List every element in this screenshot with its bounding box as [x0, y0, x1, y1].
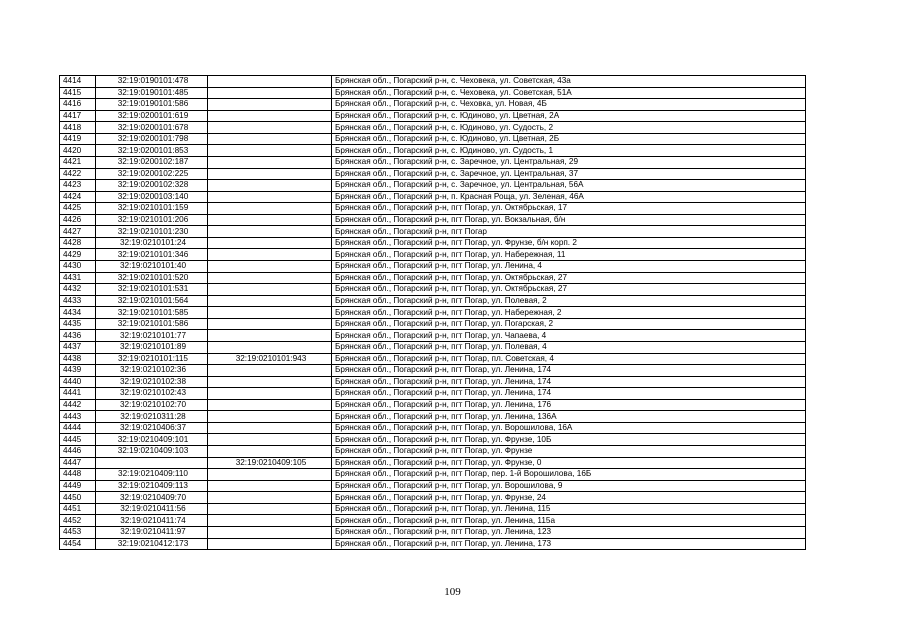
- row-number-cell: 4418: [60, 122, 96, 134]
- address-cell: Брянская обл., Погарский р-н, с. Заречное, ул. Центральная, 29: [332, 156, 806, 168]
- address-cell: Брянская обл., Погарский р-н, с. Чеховека, ул. Советская, 43а: [332, 76, 806, 88]
- row-number-cell: 4434: [60, 307, 96, 319]
- related-cadastral-number-cell: [208, 307, 332, 319]
- page-number: 109: [444, 586, 461, 598]
- cadastral-number-cell: 32:19:0210101:586: [96, 318, 208, 330]
- cadastral-number-cell: 32:19:0210102:38: [96, 376, 208, 388]
- related-cadastral-number-cell: [208, 422, 332, 434]
- cadastral-number-cell: 32:19:0210101:230: [96, 226, 208, 238]
- table-row: [60, 353, 806, 365]
- related-cadastral-number-cell: [208, 237, 332, 249]
- row-number-cell: 4443: [60, 411, 96, 423]
- related-cadastral-number-cell: [208, 480, 332, 492]
- table-row: [60, 446, 806, 458]
- table-row: [60, 203, 806, 215]
- cadastral-number-cell: [96, 457, 208, 469]
- address-cell: Брянская обл., Погарский р-н, п. Красная Роща, ул. Зеленая, 46А: [332, 191, 806, 203]
- table-row: [60, 399, 806, 411]
- row-number-cell: 4448: [60, 469, 96, 481]
- row-number-cell: 4414: [60, 76, 96, 88]
- cadastral-number-cell: 32:19:0200101:853: [96, 145, 208, 157]
- cadastral-number-cell: 32:19:0210101:77: [96, 330, 208, 342]
- related-cadastral-number-cell: [208, 249, 332, 261]
- row-number-cell: 4441: [60, 388, 96, 400]
- related-cadastral-number-cell: [208, 168, 332, 180]
- row-number-cell: 4450: [60, 492, 96, 504]
- related-cadastral-number-cell: [208, 515, 332, 527]
- cadastral-number-cell: 32:19:0210102:36: [96, 365, 208, 377]
- address-cell: Брянская обл., Погарский р-н, пгт Погар, ул. Ленина, 176: [332, 399, 806, 411]
- cadastral-number-cell: 32:19:0210409:103: [96, 446, 208, 458]
- row-number-cell: 4430: [60, 261, 96, 273]
- cadastral-number-cell: 32:19:0210409:113: [96, 480, 208, 492]
- table-row: [60, 307, 806, 319]
- table-row: [60, 330, 806, 342]
- row-number-cell: 4445: [60, 434, 96, 446]
- table-row: [60, 526, 806, 538]
- related-cadastral-number-cell: [208, 133, 332, 145]
- row-number-cell: 4446: [60, 446, 96, 458]
- cadastral-number-cell: 32:19:0210406:37: [96, 422, 208, 434]
- cadastral-number-cell: 32:19:0210102:43: [96, 388, 208, 400]
- related-cadastral-number-cell: [208, 341, 332, 353]
- row-number-cell: 4454: [60, 538, 96, 550]
- table-row: [60, 365, 806, 377]
- cadastral-number-cell: 32:19:0200101:798: [96, 133, 208, 145]
- row-number-cell: 4453: [60, 526, 96, 538]
- cadastral-number-cell: 32:19:0210101:564: [96, 295, 208, 307]
- address-cell: Брянская обл., Погарский р-н, пгт Погар, ул. Октябрьская, 27: [332, 284, 806, 296]
- address-cell: Брянская обл., Погарский р-н, пгт Погар, ул. Фрунзе, 0: [332, 457, 806, 469]
- table-row: [60, 538, 806, 550]
- row-number-cell: 4416: [60, 99, 96, 111]
- related-cadastral-number-cell: 32:19:0210101:943: [208, 353, 332, 365]
- cadastral-number-cell: 32:19:0210409:70: [96, 492, 208, 504]
- address-cell: Брянская обл., Погарский р-н, пгт Погар, ул. Ленина, 115а: [332, 515, 806, 527]
- table-row: [60, 122, 806, 134]
- related-cadastral-number-cell: 32:19:0210409:105: [208, 457, 332, 469]
- related-cadastral-number-cell: [208, 318, 332, 330]
- table-row: [60, 168, 806, 180]
- address-cell: Брянская обл., Погарский р-н, пгт Погар, ул. Фрунзе, 24: [332, 492, 806, 504]
- related-cadastral-number-cell: [208, 272, 332, 284]
- table-row: [60, 145, 806, 157]
- row-number-cell: 4447: [60, 457, 96, 469]
- cadastral-number-cell: 32:19:0210409:110: [96, 469, 208, 481]
- address-cell: Брянская обл., Погарский р-н, пгт Погар, ул. Фрунзе: [332, 446, 806, 458]
- address-cell: Брянская обл., Погарский р-н, пгт Погар, ул. Ленина, 174: [332, 365, 806, 377]
- table-row: [60, 469, 806, 481]
- related-cadastral-number-cell: [208, 191, 332, 203]
- address-cell: Брянская обл., Погарский р-н, пгт Погар, ул. Фрунзе, 10Б: [332, 434, 806, 446]
- related-cadastral-number-cell: [208, 503, 332, 515]
- related-cadastral-number-cell: [208, 399, 332, 411]
- table-row: [60, 76, 806, 88]
- address-cell: Брянская обл., Погарский р-н, пгт Погар, ул. Ленина, 136А: [332, 411, 806, 423]
- address-cell: Брянская обл., Погарский р-н, пгт Погар, ул. Вокзальная, б/н: [332, 214, 806, 226]
- table-row: [60, 457, 806, 469]
- table-row: [60, 503, 806, 515]
- row-number-cell: 4427: [60, 226, 96, 238]
- row-number-cell: 4435: [60, 318, 96, 330]
- cadastral-number-cell: 32:19:0200101:678: [96, 122, 208, 134]
- address-cell: Брянская обл., Погарский р-н, пгт Погар, ул. Фрунзе, б/н корп. 2: [332, 237, 806, 249]
- table-row: [60, 156, 806, 168]
- address-cell: Брянская обл., Погарский р-н, пгт Погар, ул. Набережная, 11: [332, 249, 806, 261]
- row-number-cell: 4425: [60, 203, 96, 215]
- related-cadastral-number-cell: [208, 330, 332, 342]
- row-number-cell: 4419: [60, 133, 96, 145]
- related-cadastral-number-cell: [208, 261, 332, 273]
- cadastral-number-cell: 32:19:0210311:28: [96, 411, 208, 423]
- address-cell: Брянская обл., Погарский р-н, пгт Погар, ул. Ворошилова, 9: [332, 480, 806, 492]
- related-cadastral-number-cell: [208, 469, 332, 481]
- related-cadastral-number-cell: [208, 203, 332, 215]
- cadastral-number-cell: 32:19:0210101:346: [96, 249, 208, 261]
- cadastral-number-cell: 32:19:0200102:225: [96, 168, 208, 180]
- address-cell: Брянская обл., Погарский р-н, с. Заречное, ул. Центральная, 56А: [332, 180, 806, 192]
- table-row: [60, 133, 806, 145]
- related-cadastral-number-cell: [208, 295, 332, 307]
- address-cell: Брянская обл., Погарский р-н, пгт Погар, ул. Ленина, 4: [332, 261, 806, 273]
- table-row: [60, 110, 806, 122]
- address-cell: Брянская обл., Погарский р-н, с. Юдиново, ул. Цветная, 2Б: [332, 133, 806, 145]
- address-cell: Брянская обл., Погарский р-н, пгт Погар, ул. Набережная, 2: [332, 307, 806, 319]
- related-cadastral-number-cell: [208, 492, 332, 504]
- related-cadastral-number-cell: [208, 226, 332, 238]
- related-cadastral-number-cell: [208, 446, 332, 458]
- address-cell: Брянская обл., Погарский р-н, пгт Погар, ул. Ленина, 174: [332, 388, 806, 400]
- address-cell: Брянская обл., Погарский р-н, пгт Погар, ул. Полевая, 2: [332, 295, 806, 307]
- registry-table-body: [60, 76, 806, 550]
- table-row: [60, 87, 806, 99]
- cadastral-number-cell: 32:19:0210101:585: [96, 307, 208, 319]
- table-row: [60, 492, 806, 504]
- related-cadastral-number-cell: [208, 180, 332, 192]
- row-number-cell: 4431: [60, 272, 96, 284]
- related-cadastral-number-cell: [208, 434, 332, 446]
- address-cell: Брянская обл., Погарский р-н, пгт Погар, ул. Погарская, 2: [332, 318, 806, 330]
- cadastral-number-cell: 32:19:0200102:187: [96, 156, 208, 168]
- row-number-cell: 4424: [60, 191, 96, 203]
- related-cadastral-number-cell: [208, 76, 332, 88]
- row-number-cell: 4420: [60, 145, 96, 157]
- table-row: [60, 226, 806, 238]
- related-cadastral-number-cell: [208, 526, 332, 538]
- related-cadastral-number-cell: [208, 145, 332, 157]
- related-cadastral-number-cell: [208, 411, 332, 423]
- address-cell: Брянская обл., Погарский р-н, пгт Погар, ул. Чапаева, 4: [332, 330, 806, 342]
- address-cell: Брянская обл., Погарский р-н, с. Юдиново, ул. Судость, 1: [332, 145, 806, 157]
- table-row: [60, 237, 806, 249]
- address-cell: Брянская обл., Погарский р-н, пгт Погар, ул. Октябрьская, 17: [332, 203, 806, 215]
- table-row: [60, 341, 806, 353]
- cadastral-number-cell: 32:19:0200101:619: [96, 110, 208, 122]
- address-cell: Брянская обл., Погарский р-н, пгт Погар, ул. Октябрьская, 27: [332, 272, 806, 284]
- related-cadastral-number-cell: [208, 388, 332, 400]
- row-number-cell: 4432: [60, 284, 96, 296]
- cadastral-number-cell: 32:19:0210101:531: [96, 284, 208, 296]
- address-cell: Брянская обл., Погарский р-н, с. Заречное, ул. Центральная, 37: [332, 168, 806, 180]
- row-number-cell: 4426: [60, 214, 96, 226]
- address-cell: Брянская обл., Погарский р-н, пгт Погар, ул. Ленина, 115: [332, 503, 806, 515]
- row-number-cell: 4428: [60, 237, 96, 249]
- table-row: [60, 191, 806, 203]
- cadastral-number-cell: 32:19:0210101:159: [96, 203, 208, 215]
- table-row: [60, 99, 806, 111]
- cadastral-number-cell: 32:19:0210101:89: [96, 341, 208, 353]
- cadastral-number-cell: 32:19:0190101:485: [96, 87, 208, 99]
- address-cell: Брянская обл., Погарский р-н, пгт Погар: [332, 226, 806, 238]
- table-row: [60, 388, 806, 400]
- table-row: [60, 411, 806, 423]
- row-number-cell: 4451: [60, 503, 96, 515]
- cadastral-number-cell: 32:19:0200102:328: [96, 180, 208, 192]
- row-number-cell: 4440: [60, 376, 96, 388]
- row-number-cell: 4423: [60, 180, 96, 192]
- row-number-cell: 4415: [60, 87, 96, 99]
- row-number-cell: 4433: [60, 295, 96, 307]
- cadastral-number-cell: 32:19:0210409:101: [96, 434, 208, 446]
- row-number-cell: 4429: [60, 249, 96, 261]
- address-cell: Брянская обл., Погарский р-н, пгт Погар, ул. Ленина, 174: [332, 376, 806, 388]
- cadastral-number-cell: 32:19:0200103:140: [96, 191, 208, 203]
- row-number-cell: 4437: [60, 341, 96, 353]
- row-number-cell: 4449: [60, 480, 96, 492]
- cadastral-number-cell: 32:19:0210101:115: [96, 353, 208, 365]
- related-cadastral-number-cell: [208, 376, 332, 388]
- table-row: [60, 515, 806, 527]
- related-cadastral-number-cell: [208, 538, 332, 550]
- related-cadastral-number-cell: [208, 365, 332, 377]
- row-number-cell: 4422: [60, 168, 96, 180]
- cadastral-number-cell: 32:19:0210101:40: [96, 261, 208, 273]
- address-cell: Брянская обл., Погарский р-н, пгт Погар, ул. Ворошилова, 16А: [332, 422, 806, 434]
- related-cadastral-number-cell: [208, 110, 332, 122]
- address-cell: Брянская обл., Погарский р-н, пгт Погар, пл. Советская, 4: [332, 353, 806, 365]
- table-row: [60, 261, 806, 273]
- address-cell: Брянская обл., Погарский р-н, пгт Погар, ул. Полевая, 4: [332, 341, 806, 353]
- address-cell: Брянская обл., Погарский р-н, с. Чеховека, ул. Советская, 51А: [332, 87, 806, 99]
- address-cell: Брянская обл., Погарский р-н, пгт Погар, ул. Ленина, 123: [332, 526, 806, 538]
- table-row: [60, 284, 806, 296]
- cadastral-number-cell: 32:19:0210411:74: [96, 515, 208, 527]
- table-row: [60, 180, 806, 192]
- cadastral-number-cell: 32:19:0190101:586: [96, 99, 208, 111]
- row-number-cell: 4452: [60, 515, 96, 527]
- related-cadastral-number-cell: [208, 214, 332, 226]
- row-number-cell: 4439: [60, 365, 96, 377]
- address-cell: Брянская обл., Погарский р-н, с. Юдиново, ул. Цветная, 2А: [332, 110, 806, 122]
- cadastral-number-cell: 32:19:0210101:24: [96, 237, 208, 249]
- table-row: [60, 480, 806, 492]
- cadastral-number-cell: 32:19:0190101:478: [96, 76, 208, 88]
- cadastral-number-cell: 32:19:0210412:173: [96, 538, 208, 550]
- cadastral-number-cell: 32:19:0210101:520: [96, 272, 208, 284]
- related-cadastral-number-cell: [208, 87, 332, 99]
- address-cell: Брянская обл., Погарский р-н, с. Чеховка, ул. Новая, 4Б: [332, 99, 806, 111]
- table-row: [60, 434, 806, 446]
- row-number-cell: 4442: [60, 399, 96, 411]
- cadastral-number-cell: 32:19:0210102:70: [96, 399, 208, 411]
- table-row: [60, 376, 806, 388]
- table-row: [60, 249, 806, 261]
- cadastral-number-cell: 32:19:0210411:97: [96, 526, 208, 538]
- row-number-cell: 4421: [60, 156, 96, 168]
- table-row: [60, 214, 806, 226]
- related-cadastral-number-cell: [208, 156, 332, 168]
- row-number-cell: 4436: [60, 330, 96, 342]
- address-cell: Брянская обл., Погарский р-н, с. Юдиново, ул. Судость, 2: [332, 122, 806, 134]
- address-cell: Брянская обл., Погарский р-н, пгт Погар, ул. Ленина, 173: [332, 538, 806, 550]
- related-cadastral-number-cell: [208, 99, 332, 111]
- table-row: [60, 318, 806, 330]
- related-cadastral-number-cell: [208, 122, 332, 134]
- table-row: [60, 295, 806, 307]
- table-row: [60, 422, 806, 434]
- property-registry-table: [59, 75, 806, 550]
- address-cell: Брянская обл., Погарский р-н, пгт Погар, пер. 1-й Ворошилова, 16Б: [332, 469, 806, 481]
- related-cadastral-number-cell: [208, 284, 332, 296]
- row-number-cell: 4417: [60, 110, 96, 122]
- cadastral-number-cell: 32:19:0210411:56: [96, 503, 208, 515]
- row-number-cell: 4438: [60, 353, 96, 365]
- row-number-cell: 4444: [60, 422, 96, 434]
- table-row: [60, 272, 806, 284]
- cadastral-number-cell: 32:19:0210101:206: [96, 214, 208, 226]
